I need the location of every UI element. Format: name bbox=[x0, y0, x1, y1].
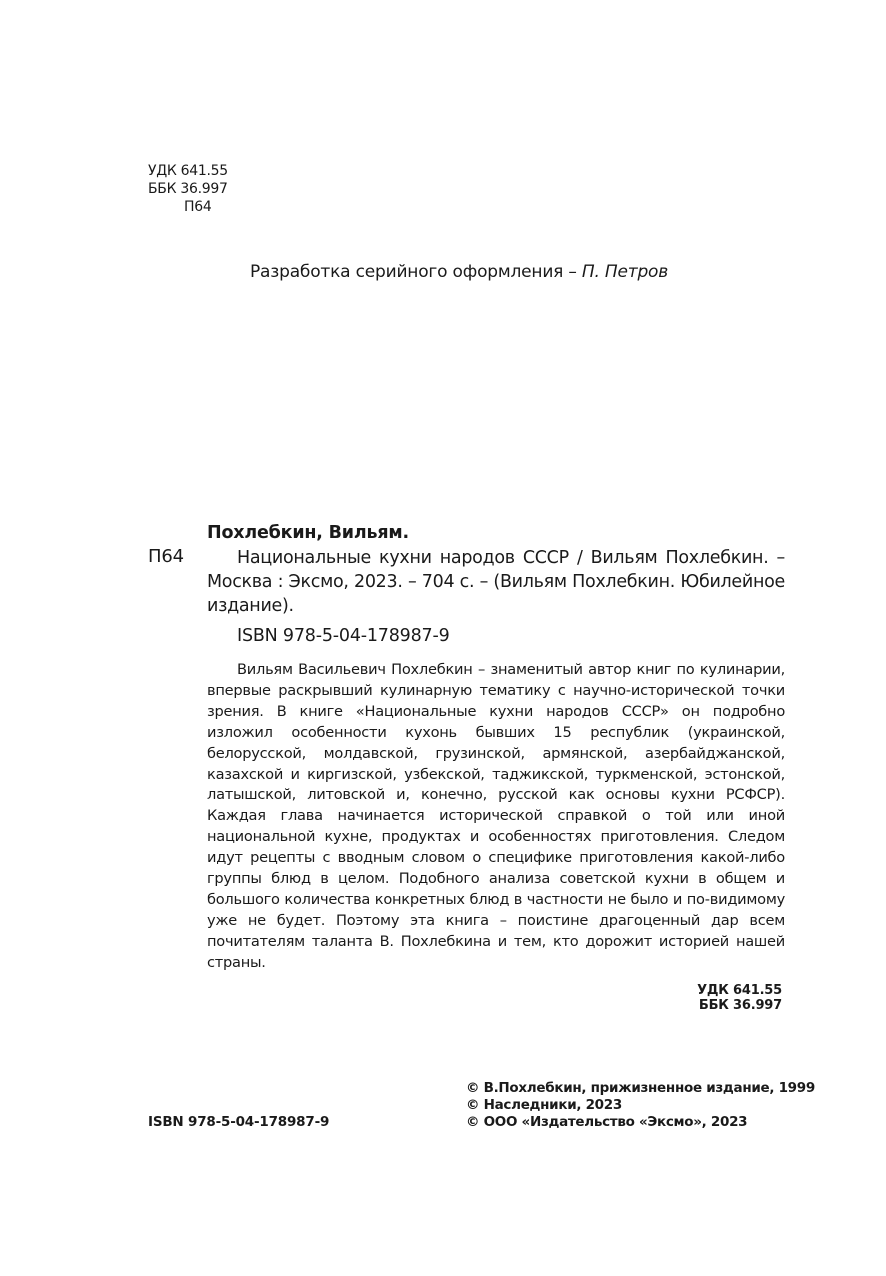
copyright-line: © Наследники, 2023 bbox=[466, 1097, 622, 1113]
classification-bottom bbox=[600, 983, 782, 1013]
author-mark: П64 bbox=[184, 199, 212, 215]
series-credit-label: Разработка серийного оформления – bbox=[250, 262, 582, 282]
udk-code-bottom: УДК 641.55 bbox=[697, 983, 782, 998]
series-design-credit bbox=[250, 262, 668, 282]
copyright-line: © В.Похлебкин, прижизненное издание, 1999 bbox=[466, 1080, 815, 1096]
bbk-code: ББК 36.997 bbox=[148, 181, 228, 197]
isbn-bottom: ISBN 978-5-04-178987-9 bbox=[148, 1114, 330, 1130]
entry-author: Похлебкин, Вильям. bbox=[207, 523, 409, 543]
entry-isbn: ISBN 978-5-04-178987-9 bbox=[237, 626, 450, 646]
series-credit-name: П. Петров bbox=[581, 262, 669, 282]
bbk-code-bottom: ББК 36.997 bbox=[698, 998, 782, 1013]
bibliographic-description: Национальные кухни народов СССР / Вильям Похлебкин. – Москва : Эксмо, 2023. – 704 с. – (Вильям Похлебкин. Юбилейное издание). bbox=[207, 548, 785, 616]
udk-code: УДК 641.55 bbox=[148, 163, 228, 179]
copyright-block bbox=[466, 1080, 815, 1131]
classification-top bbox=[148, 162, 228, 216]
entry-author-mark: П64 bbox=[148, 546, 184, 567]
annotation-paragraph: Вильям Васильевич Похлебкин – знаменитый автор книг по кулинарии, впервые раскрывший кулинарную тематику с научно-исторической точки зрения. В книге «Национальные кухни народов СССР» он подробно изложил особенности кухонь бывших 15 республик (украинской, белорусской, молдавской, грузинской, армянской, азербайджанской, казахской и киргизской, узбекской, таджикской, туркменской, эстонской, латышской, литовской и, конечно, русской как основы кухни РСФСР). Каждая глава начинается исторической справкой о той или иной национальной кухне, продуктах и особенностях приготовления. Следом идут рецепты с вводным словом о специфике приготовления какой-либо группы блюд в целом. Подобного анализа советской кухни в общем и большого количества конкретных блюд в частности не было и по-видимому уже не будет. Поэтому эта книга – поистине драгоценный дар всем почитателям таланта В. Похлебкина и тем, кто дорожит историей нашей страны. bbox=[207, 661, 785, 971]
copyright-line: © ООО «Издательство «Эксмо», 2023 bbox=[466, 1114, 748, 1130]
